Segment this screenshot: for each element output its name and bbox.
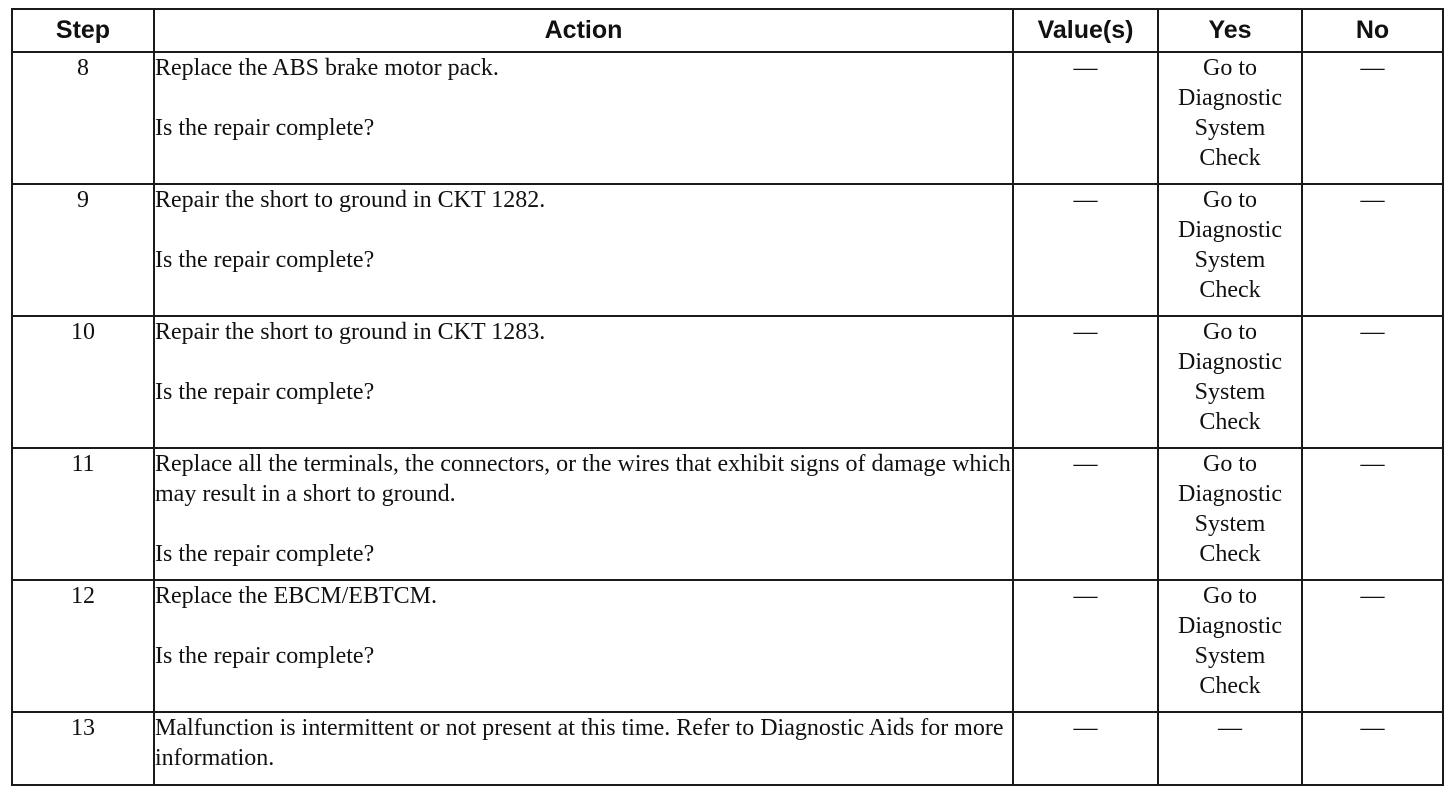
table-row: [12, 448, 1443, 580]
value-cell: [1013, 52, 1158, 184]
yes-cell: [1158, 580, 1302, 712]
diagnostic-table: [11, 8, 1444, 786]
no-cell: [1302, 184, 1443, 316]
value-cell: [1013, 316, 1158, 448]
yes-outcome: Go to Diagnostic System Check: [1178, 187, 1282, 303]
step-number: 9: [12, 184, 154, 316]
value-cell: [1013, 580, 1158, 712]
no-outcome: —: [1360, 319, 1385, 345]
action-question: Is the repair complete?: [155, 115, 375, 141]
table-row: [12, 52, 1443, 184]
action-cell: [154, 580, 1013, 712]
no-outcome: —: [1360, 715, 1385, 741]
no-outcome: —: [1360, 583, 1385, 609]
table-row: [12, 316, 1443, 448]
value-dash: —: [1073, 451, 1098, 477]
header-yes: Yes: [1158, 9, 1302, 52]
yes-outcome: Go to Diagnostic System Check: [1178, 451, 1282, 567]
value-dash: —: [1073, 715, 1098, 741]
value-dash: —: [1073, 319, 1098, 345]
table-header-row: [12, 9, 1443, 52]
value-dash: —: [1073, 583, 1098, 609]
header-values: Value(s): [1013, 9, 1158, 52]
no-cell: [1302, 712, 1443, 785]
no-cell: [1302, 52, 1443, 184]
action-question: Is the repair complete?: [155, 643, 375, 669]
step-number: 10: [12, 316, 154, 448]
yes-outcome: Go to Diagnostic System Check: [1178, 583, 1282, 699]
yes-cell: [1158, 316, 1302, 448]
yes-cell: [1158, 712, 1302, 785]
yes-outcome: Go to Diagnostic System Check: [1178, 319, 1282, 435]
table-row: [12, 712, 1443, 785]
value-cell: [1013, 448, 1158, 580]
yes-outcome: Go to Diagnostic System Check: [1178, 55, 1282, 171]
action-question: Is the repair complete?: [155, 379, 375, 405]
action-instruction: Replace the ABS brake motor pack.: [155, 55, 499, 81]
action-instruction: Replace all the terminals, the connectors, or the wires that exhibit signs of damage which may result in a short to ground.: [155, 451, 1011, 507]
value-cell: [1013, 712, 1158, 785]
action-cell: [154, 316, 1013, 448]
no-outcome: —: [1360, 187, 1385, 213]
table-row: [12, 184, 1443, 316]
step-number: 8: [12, 52, 154, 184]
no-cell: [1302, 580, 1443, 712]
header-step: Step: [12, 9, 154, 52]
no-outcome: —: [1360, 55, 1385, 81]
action-cell: [154, 712, 1013, 785]
value-dash: —: [1073, 55, 1098, 81]
no-cell: [1302, 448, 1443, 580]
action-question: Is the repair complete?: [155, 541, 375, 567]
yes-cell: [1158, 448, 1302, 580]
step-number: 13: [12, 712, 154, 785]
yes-outcome: —: [1218, 715, 1242, 741]
yes-cell: [1158, 184, 1302, 316]
action-instruction: Repair the short to ground in CKT 1282.: [155, 187, 546, 213]
header-no: No: [1302, 9, 1443, 52]
header-action: Action: [154, 9, 1013, 52]
action-instruction: Malfunction is intermittent or not present at this time. Refer to Diagnostic Aids for more information.: [155, 715, 1004, 771]
no-outcome: —: [1360, 451, 1385, 477]
no-cell: [1302, 316, 1443, 448]
yes-cell: [1158, 52, 1302, 184]
action-instruction: Repair the short to ground in CKT 1283.: [155, 319, 546, 345]
value-cell: [1013, 184, 1158, 316]
action-instruction: Replace the EBCM/EBTCM.: [155, 583, 437, 609]
action-cell: [154, 448, 1013, 580]
action-cell: [154, 184, 1013, 316]
step-number: 12: [12, 580, 154, 712]
action-cell: [154, 52, 1013, 184]
value-dash: —: [1073, 187, 1098, 213]
action-question: Is the repair complete?: [155, 247, 375, 273]
step-number: 11: [12, 448, 154, 580]
table-row: [12, 580, 1443, 712]
